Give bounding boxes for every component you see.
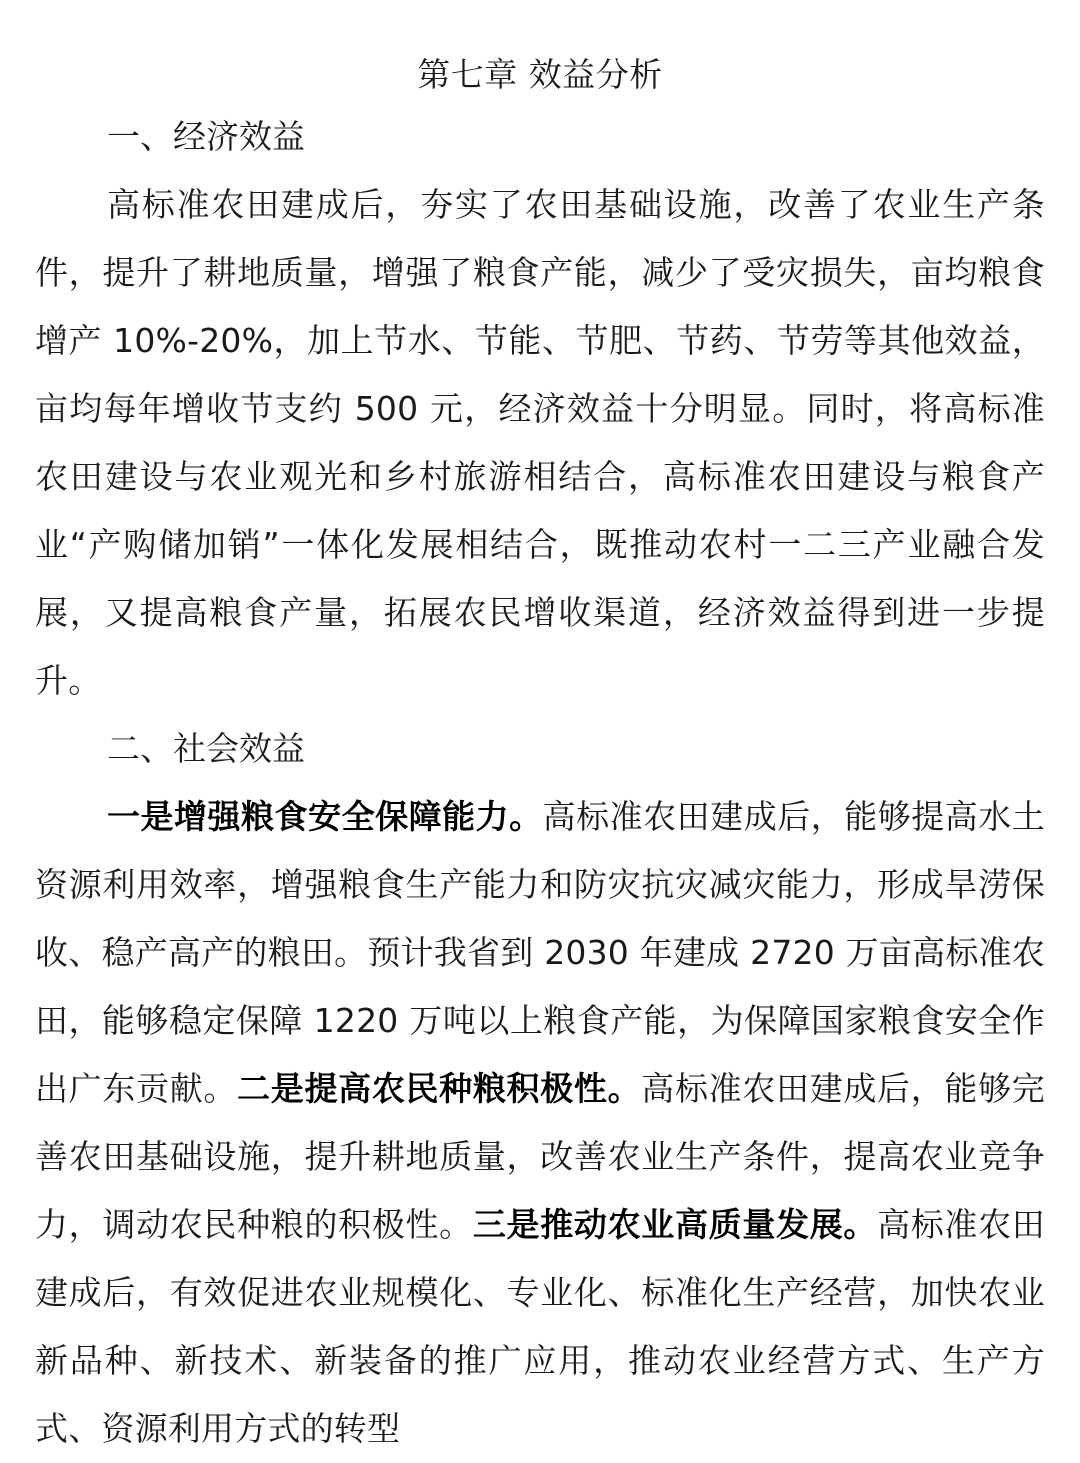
point3-bold-lead: 三是推动农业高质量发展。 bbox=[472, 1205, 878, 1244]
point2-text: 高标准农田建成后，能够完善农田基础设施，提升耕地质量，改善农业生产条件，提高农业竞争力，调动农民种粮的积极性。 bbox=[35, 1069, 1045, 1244]
social-benefit-paragraph bbox=[35, 783, 1045, 1463]
point2-bold-lead: 二是提高农民种粮积极性。 bbox=[237, 1069, 642, 1108]
chapter-title: 第七章 效益分析 bbox=[417, 55, 663, 94]
section-heading-social: 二、社会效益 bbox=[107, 729, 305, 768]
point1-text: 高标准农田建成后，能够提高水土资源利用效率，增强粮食生产能力和防灾抗灾减灾能力，形成旱涝保收、稳产高产的粮田。预计我省到 2030 年建成 2720 万亩高标准农田，能够稳定保障 1220 万吨以上粮食产能，为保障国家粮食安全作出广东贡献。 bbox=[35, 797, 1045, 1108]
point1-bold-lead: 一是增强粮食安全保障能力。 bbox=[107, 797, 543, 836]
point3-text: 高标准农田建成后，有效促进农业规模化、专业化、标准化生产经营，加快农业新品种、新技术、新装备的推广应用，推动农业经营方式、生产方式、资源利用方式的转型 bbox=[35, 1205, 1045, 1448]
economic-benefit-paragraph: 高标准农田建成后，夯实了农田基础设施，改善了农业生产条件，提升了耕地质量，增强了粮食产能，减少了受灾损失，亩均粮食增产 10%-20%，加上节水、节能、节肥、节药、节劳等其他效益，亩均每年增收节支约 500 元，经济效益十分明显。同时，将高标准农田建设与农业观光和乡村旅游相结合，高标准农田建设与粮食产业“产购储加销”一体化发展相结合，既推动农村一二三产业融合发展，又提高粮食产量，拓展农民增收渠道，经济效益得到进一步提升。 bbox=[35, 185, 1045, 700]
section-heading-economic: 一、经济效益 bbox=[107, 117, 305, 156]
